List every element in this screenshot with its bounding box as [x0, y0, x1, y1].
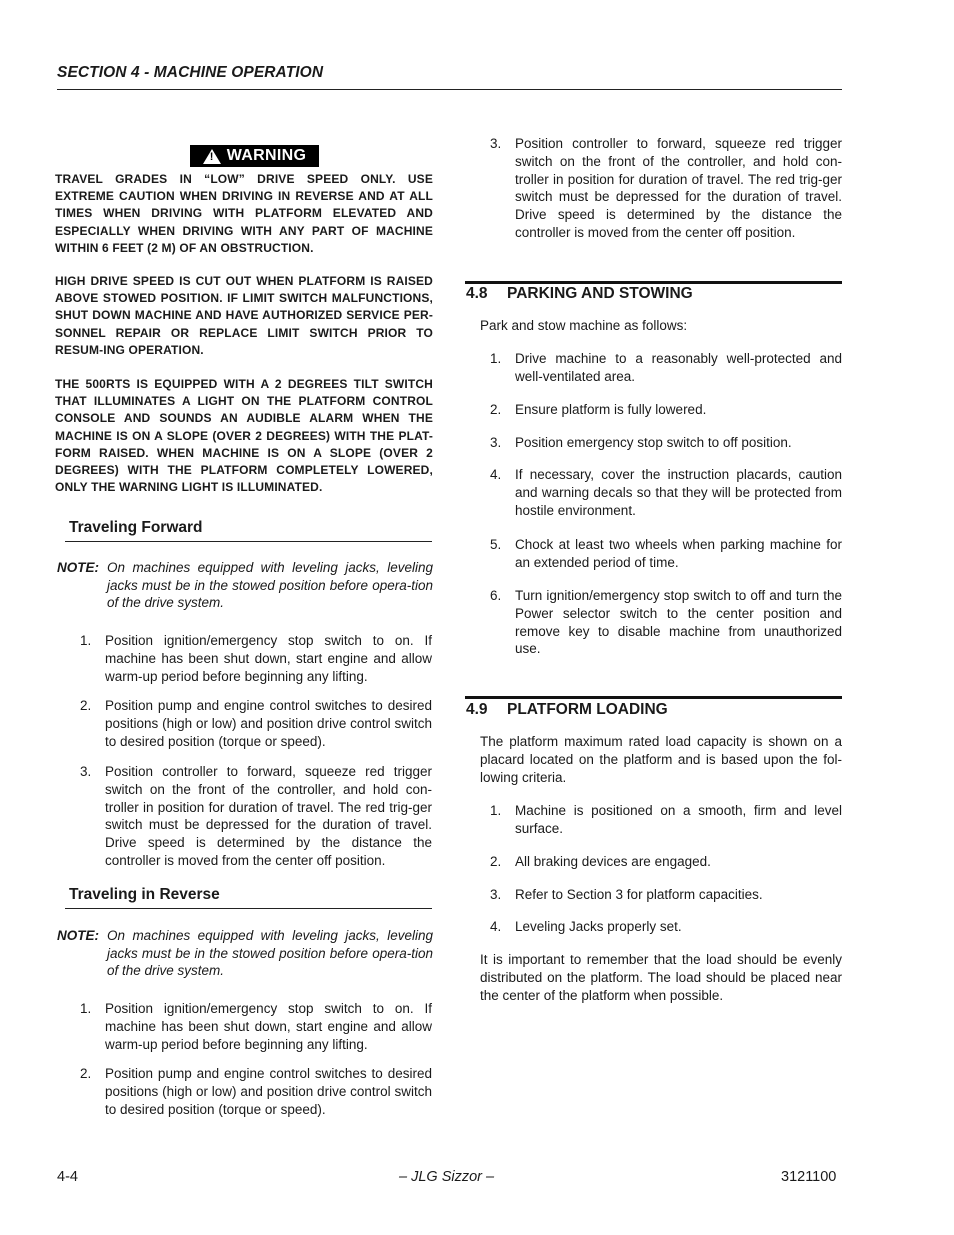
- note: [57, 559, 433, 612]
- item-number: 3.: [490, 136, 502, 151]
- footer-title: – JLG Sizzor –: [399, 1169, 495, 1185]
- section-heading-loading: [466, 701, 668, 719]
- header-divider: [57, 89, 842, 90]
- list-item: [490, 802, 842, 838]
- item-text: If necessary, cover the instruction placards, caution and warning decals so that they will be protected from hostile environment.: [515, 467, 842, 518]
- list-item: [490, 886, 842, 904]
- item-text: Position controller to forward, squeeze red trigger switch on the front of the controller, and hold con-troller in position for duration of travel. The red trig-ger switch must be depressed for the duration of travel. Drive speed is determined by the distance the controller is moved from the center off position.: [515, 136, 842, 240]
- list-item: [80, 763, 432, 870]
- section-divider: [465, 281, 842, 284]
- list-item: [490, 918, 842, 936]
- list-item: [80, 697, 432, 750]
- page-number: 4-4: [57, 1169, 78, 1185]
- item-number: 6.: [490, 588, 502, 603]
- item-number: 3.: [490, 435, 502, 450]
- item-number: 1.: [490, 351, 502, 366]
- item-number: 1.: [490, 803, 502, 818]
- note-text: On machines equipped with leveling jacks, leveling jacks must be in the stowed position before opera-tion of the drive system.: [107, 928, 433, 979]
- note-label: NOTE:: [57, 928, 99, 943]
- section-heading-text: PARKING AND STOWING: [507, 285, 693, 302]
- subheading-traveling-forward: Traveling Forward: [69, 519, 203, 536]
- list-item: [490, 135, 842, 242]
- item-text: Refer to Section 3 for platform capacities.: [515, 887, 763, 902]
- item-text: Position ignition/emergency stop switch to on. If machine has been shut down, start engine and allow warm-up period before beginning any lifting.: [105, 1001, 432, 1052]
- list-item: [490, 401, 842, 419]
- item-number: 2.: [490, 854, 502, 869]
- list-item: [490, 587, 842, 658]
- subheading-divider: [65, 908, 432, 909]
- list-item: [490, 466, 842, 519]
- item-text: Turn ignition/emergency stop switch to off and turn the Power selector switch to the center position and remove key to disable machine from unauthorized use.: [515, 588, 842, 657]
- list-item: [490, 853, 842, 871]
- item-number: 1.: [80, 1001, 92, 1016]
- item-number: 2.: [490, 402, 502, 417]
- section-number: 4.9: [466, 701, 488, 718]
- item-text: Position pump and engine control switches to desired positions (high or low) and position drive control switch to desired position (torque or speed).: [105, 698, 432, 749]
- warning-label-text: WARNING: [226, 147, 307, 164]
- note-text: On machines equipped with leveling jacks, leveling jacks must be in the stowed position before opera-tion of the drive system.: [107, 560, 433, 611]
- item-number: 3.: [80, 764, 92, 779]
- item-text: Position controller to forward, squeeze red trigger switch on the front of the controller, and hold con-troller in position for duration of travel. The red trig-ger switch must be depressed for the duration of travel. Drive speed is determined by the distance the controller is moved from the center off position.: [105, 764, 432, 868]
- section-title: SECTION 4 - MACHINE OPERATION: [57, 64, 324, 81]
- warning-paragraph: TRAVEL GRADES IN “LOW” DRIVE SPEED ONLY. USE EXTREME CAUTION WHEN DRIVING IN REVERSE AND AT ALL TIMES WHEN DRIVING WITH PLATFORM ELEVATED AND ESPECIALLY WHEN DRIVING WITH ANY PART OF MACHINE WITHIN 6 FEET (2 M) OF AN OBSTRUCTION.: [55, 172, 433, 255]
- section-heading-parking: [466, 285, 693, 303]
- list-item: [80, 1065, 432, 1118]
- item-text: Ensure platform is fully lowered.: [515, 402, 707, 417]
- item-text: Chock at least two wheels when parking machine for an extended period of time.: [515, 537, 842, 570]
- section-intro: Park and stow machine as follows:: [480, 318, 688, 333]
- item-text: Leveling Jacks properly set.: [515, 919, 682, 934]
- list-item: [490, 350, 842, 386]
- list-item: [80, 632, 432, 685]
- document-number: 3121100: [781, 1169, 837, 1185]
- closing-paragraph: It is important to remember that the load should be evenly distributed on the platform. The load should be placed near the center of the platform when possible.: [480, 952, 842, 1003]
- item-number: 2.: [80, 1066, 92, 1081]
- warning-paragraph: HIGH DRIVE SPEED IS CUT OUT WHEN PLATFORM IS RAISED ABOVE STOWED POSITION. IF LIMIT SWITCH MALFUNCTIONS, SHUT DOWN MACHINE AND HAVE AUTHORIZED SERVICE PER-SONNEL REPAIR OR REPLACE LIMIT SWITCH PRIOR TO RESUM-ING OPERATION.: [55, 274, 433, 357]
- list-item: [490, 434, 842, 452]
- item-number: 3.: [490, 887, 502, 902]
- item-text: Position ignition/emergency stop switch to on. If machine has been shut down, start engine and allow warm-up period before beginning any lifting.: [105, 633, 432, 684]
- list-item: [80, 1000, 432, 1053]
- item-text: Drive machine to a reasonably well-protected and well-ventilated area.: [515, 351, 842, 384]
- warning-paragraph: THE 500RTS IS EQUIPPED WITH A 2 DEGREES TILT SWITCH THAT ILLUMINATES A LIGHT ON THE PLATFORM CONTROL CONSOLE AND SOUNDS AN AUDIBLE ALARM WHEN THE MACHINE IS ON A SLOPE (OVER 2 DEGREES) WITH THE PLAT-FORM RAISED. WHEN MACHINE IS ON A SLOPE (OVER 2 DEGREES) WITH THE PLATFORM COMPLETELY LOWERED, ONLY THE WARNING LIGHT IS ILLUMINATED.: [55, 377, 433, 495]
- section-intro: The platform maximum rated load capacity is shown on a placard located on the platform and is based upon the fol-lowing criteria.: [480, 734, 842, 785]
- item-text: All braking devices are engaged.: [515, 854, 711, 869]
- warning-triangle-icon: !: [203, 149, 221, 164]
- section-heading-text: PLATFORM LOADING: [507, 701, 668, 718]
- item-text: Position pump and engine control switches to desired positions (high or low) and position drive control switch to desired position (torque or speed).: [105, 1066, 432, 1117]
- note: [57, 927, 433, 980]
- item-text: Machine is positioned on a smooth, firm and level surface.: [515, 803, 842, 836]
- section-divider: [465, 696, 842, 699]
- subheading-divider: [65, 541, 432, 542]
- note-label: NOTE:: [57, 560, 99, 575]
- item-number: 4.: [490, 467, 502, 482]
- warning-label: [190, 145, 319, 167]
- item-number: 1.: [80, 633, 92, 648]
- item-number: 2.: [80, 698, 92, 713]
- list-item: [490, 536, 842, 572]
- item-number: 5.: [490, 537, 502, 552]
- subheading-traveling-reverse: Traveling in Reverse: [69, 886, 220, 903]
- item-text: Position emergency stop switch to off position.: [515, 435, 792, 450]
- item-number: 4.: [490, 919, 502, 934]
- section-number: 4.8: [466, 285, 488, 302]
